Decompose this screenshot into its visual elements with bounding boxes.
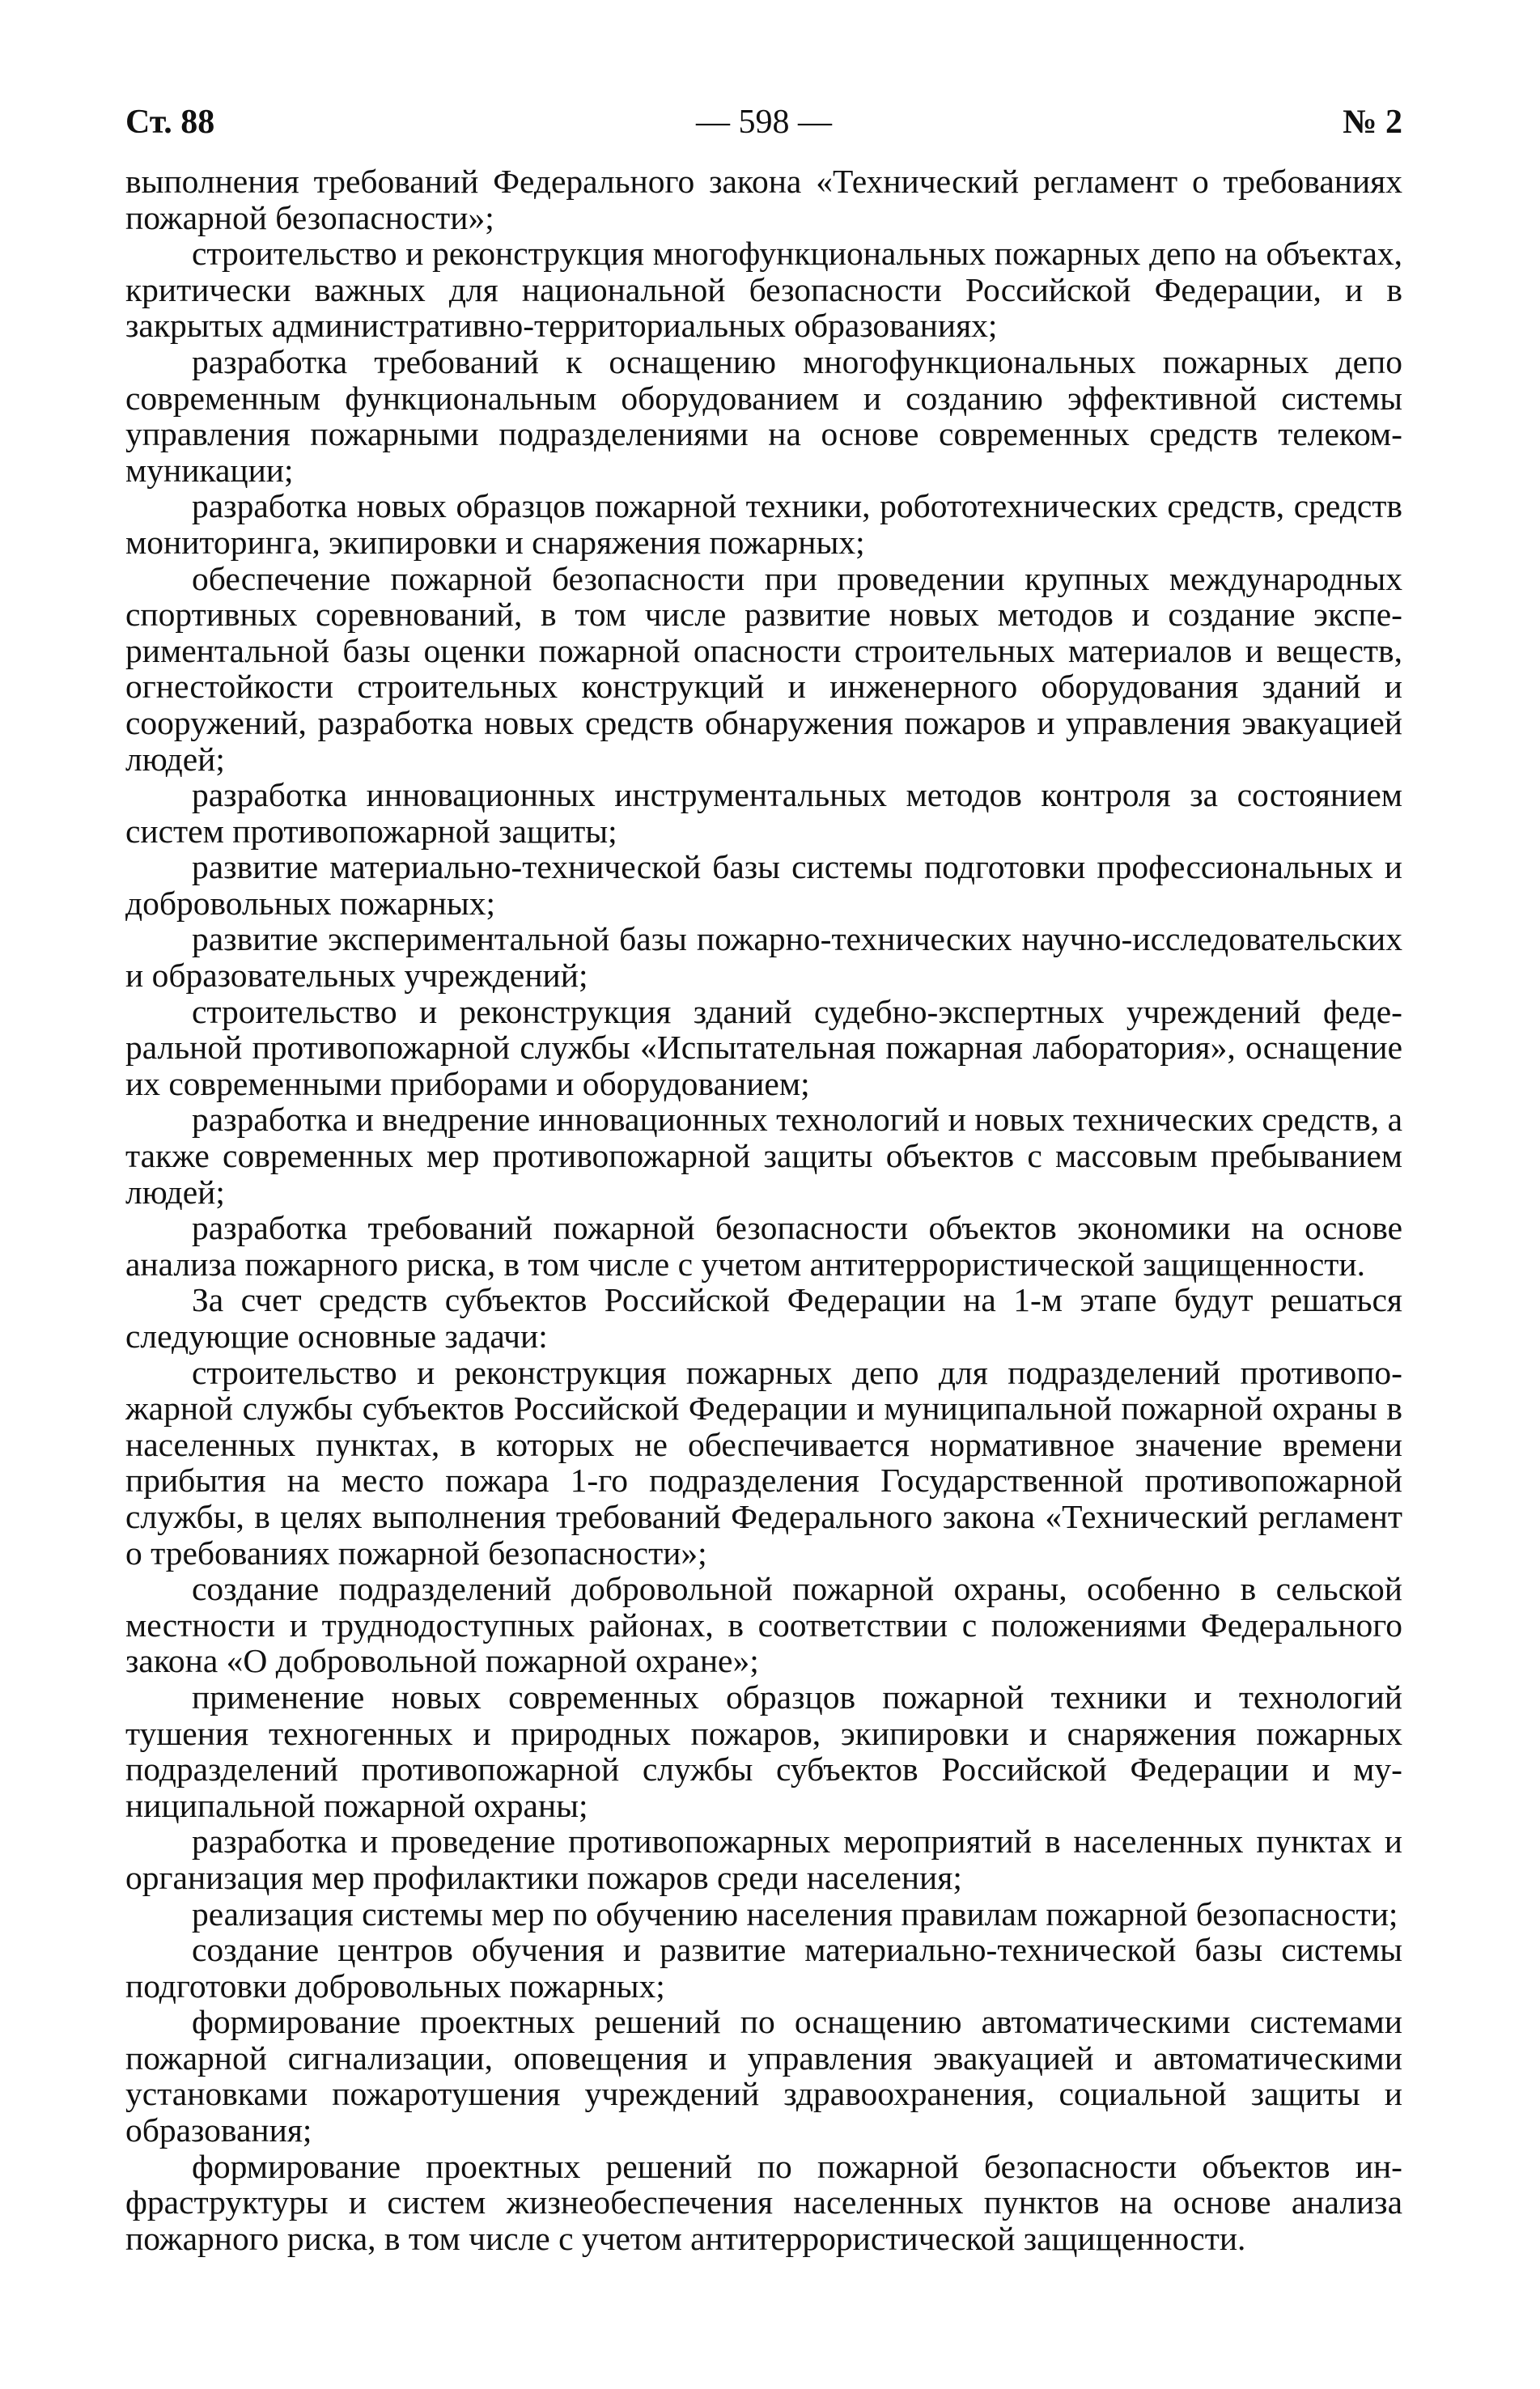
paragraph: разработка и внедрение инновационных технологий и новых технических средств, а также современных мер противопожарной защиты объектов с массовым пребыванием людей;: [125, 1101, 1402, 1211]
paragraph: создание подразделений добровольной пожарной охраны, особенно в сельской местности и труднодоступных районах, в соответствии с положениями Федерального закона «О добровольной пожарной охране»;: [125, 1570, 1402, 1680]
paragraph: развитие экспериментальной базы пожарно-технических научно-исследовательских и образовательных учреждений;: [125, 920, 1402, 995]
paragraph-continuation: выполнения требований Федерального закона «Технический регламент о требованиях пожарной безопасности»;: [125, 163, 1402, 236]
paragraph: строительство и реконструкция зданий судебно-экспертных учреждений федеральной противопожарной службы «Испытательная пожарная лаборатория», оснащение их современными приборами и оборудованием;: [125, 992, 1402, 1102]
document-body: [125, 163, 1402, 2256]
paragraph: За счет средств субъектов Российской Федерации на 1-м этапе будут решаться следующие основные задачи:: [125, 1281, 1402, 1355]
paragraph: развитие материально-технической базы системы подготовки профессиональных и добровольных пожарных;: [125, 848, 1402, 922]
paragraph: применение новых современных образцов пожарной техники и технологий тушения техногенных и природных пожаров, экипировки и снаряжения пожарных подразделений противопожарной службы субъектов Российской Федерации и муниципальной пожарной охраны;: [125, 1678, 1402, 1824]
running-header: [125, 102, 1402, 151]
paragraph: разработка и проведение противопожарных мероприятий в населенных пунктах и организация мер профилактики пожаров среди населения;: [125, 1823, 1402, 1896]
paragraph: формирование проектных решений по пожарной безопасности объектов инфраструктуры и систем жизнеобеспечения населенных пунктов на основе анализа пожарного риска, в том числе с учетом антитеррористической защищенности.: [125, 2147, 1402, 2257]
issue-number: № 2: [1343, 104, 1402, 141]
paragraph: строительство и реконструкция многофункциональных пожарных депо на объектах, критически важных для национальной безопасности Российской Федерации, и в закрытых административно-территориальных образованиях;: [125, 235, 1402, 345]
paragraph: создание центров обучения и развитие материально-технической базы системы подготовки добровольных пожарных;: [125, 1931, 1402, 2005]
paragraph: формирование проектных решений по оснащению автоматическими системами пожарной сигнализации, оповещения и управления эвакуацией и автоматическими установками пожаротушения учреждений здравоохранения, социальной защиты и образования;: [125, 2003, 1402, 2149]
paragraph: строительство и реконструкция пожарных депо для подразделений противопожарной службы субъектов Российской Федерации и муниципальной пожарной охраны в населенных пунктах, в которых не обеспечивается нормативное значение времени прибытия на место пожара 1-го подразделения Государственной противопожарной службы, в целях выполнения требований Федерального закона «Технический регламент о требованиях пожарной безопасности»;: [125, 1353, 1402, 1572]
paragraph: обеспечение пожарной безопасности при проведении крупных международных спортивных соревнований, в том числе развитие новых методов и создание экспериментальной базы оценки пожарной опасности строительных материалов и веществ, огнестойкости строительных конструкций и инженерного оборудования зданий и сооружений, разработка новых средств обнаружения пожаров и управления эвакуацией людей;: [125, 559, 1402, 778]
paragraph: реализация системы мер по обучению населения правилам пожарной безопасности;: [192, 1895, 1398, 1933]
document-page: [125, 102, 1402, 2256]
paragraph: разработка новых образцов пожарной техники, робототехнических средств, средств мониторинга, экипировки и снаряжения пожарных;: [125, 487, 1402, 561]
paragraph: разработка требований пожарной безопасности объектов экономики на основе анализа пожарного риска, в том числе с учетом антитеррористической защищенности.: [125, 1209, 1402, 1283]
paragraph: разработка требований к оснащению многофункциональных пожарных депо современным функциональным оборудованием и созданию эффективной системы управления пожарными подразделениями на основе современных средств телекоммуникации;: [125, 342, 1402, 489]
article-number: Ст. 88: [125, 104, 215, 141]
paragraph: разработка инновационных инструментальных методов контроля за состоянием систем противопожарной защиты;: [125, 776, 1402, 850]
page-number: — 598 —: [696, 104, 832, 141]
